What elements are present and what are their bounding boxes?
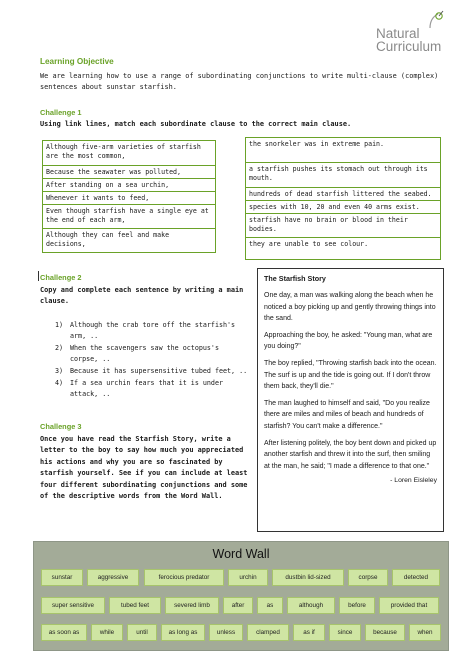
list-item-text: When the scavengers saw the octopus's corpse, .. (70, 344, 219, 364)
list-item-number: 3) (55, 367, 64, 375)
word-chip: although (287, 597, 335, 614)
word-chip: when (409, 624, 441, 641)
word-chip: tubed feet (109, 597, 161, 614)
word-chip: dustbin lid-sized (272, 569, 344, 586)
story-author: - Loren Eisleley (390, 477, 437, 485)
main-clause-4: species with 10, 20 and even 40 arms exist. (246, 200, 440, 213)
word-chip: unless (209, 624, 243, 641)
word-chip: as (257, 597, 283, 614)
word-chip: severed limb (165, 597, 219, 614)
learning-objective-title: Learning Objective (40, 57, 114, 66)
word-chip: ferocious predator (144, 569, 224, 586)
subordinate-clause-table (42, 140, 216, 253)
word-chip: until (127, 624, 157, 641)
logo-line-1: Natural (376, 26, 420, 41)
list-item-number: 4) (55, 378, 64, 387)
logo-line-2: Curriculum (376, 39, 442, 54)
subordinate-clause-4: Whenever it wants to feed, (43, 191, 215, 204)
challenge-3-text: Once you have read the Starfish Story, write a letter to the boy to say how much you appreciated his actions and why you are so fascinated by starfish yourself. See if you can include at least four different subordinating conjunctions and some of the descriptive words from the Word Wall. (40, 435, 248, 501)
main-clause-6: they are unable to see colour. (246, 237, 440, 259)
subordinate-clause-5: Even though starfish have a single eye at the end of each arm, (43, 204, 215, 228)
story-paragraph: Approaching the boy, he asked: "Young man, what are you doing?" (264, 331, 433, 351)
story-paragraph: After listening politely, the boy bent down and picked up another starfish and threw it into the surf, then smiling at the man, he said; "I made a difference to that one." (264, 439, 437, 470)
word-wall (33, 541, 449, 651)
word-wall-title: Word Wall (212, 547, 270, 561)
word-chip: as long as (161, 624, 205, 641)
word-chip: as soon as (41, 624, 87, 641)
list-item (55, 366, 250, 377)
list-item-text: Although the crab tore off the starfish's arm, .. (70, 321, 236, 341)
starfish-story-box (257, 268, 444, 532)
word-chip: aggressive (87, 569, 139, 586)
story-title: The Starfish Story (264, 274, 326, 283)
story-paragraph: The boy replied, "Throwing starfish back into the ocean. The surf is up and the tide is going out. If I don't throw them back, they'll die." (264, 359, 437, 391)
word-chip: after (223, 597, 253, 614)
word-chip: while (91, 624, 123, 641)
word-chip: clamped (247, 624, 289, 641)
learning-objective-text: We are learning how to use a range of subordinating conjunctions to write multi-clause (complex) sentences about sunstar starfish. (40, 72, 439, 91)
list-item-text: If a sea urchin fears that it is under attack, .. (70, 378, 223, 398)
main-clause-table (245, 137, 441, 260)
list-item (55, 378, 250, 400)
story-paragraph: The man laughed to himself and said, "Do you realize there are miles and miles of beach and hundreds of starfish? You can't make a difference." (264, 399, 430, 430)
main-clause-3: hundreds of dead starfish littered the seabed. (246, 187, 440, 200)
word-chip: urchin (228, 569, 268, 586)
challenge-3-title: Challenge 3 (40, 422, 82, 431)
main-clause-2: a starfish pushes its stomach out through its mouth. (246, 162, 440, 187)
main-clause-1: the snorkeler was in extreme pain. (249, 140, 384, 148)
list-item-text: Because it has supersensitive tubed feet, .. (70, 367, 248, 375)
word-chip: before (339, 597, 375, 614)
challenge-1-instruction: Using link lines, match each subordinate clause to the correct main clause. (40, 120, 352, 128)
challenge-2-list (55, 320, 250, 401)
subordinate-clause-1: Although five-arm varieties of starfish are the most common, (46, 143, 201, 161)
challenge-1-title: Challenge 1 (40, 108, 82, 117)
main-clause-5: starfish have no brain or blood in their bodies. (246, 213, 440, 237)
list-item (55, 320, 250, 342)
word-chip: sunstar (41, 569, 83, 586)
subordinate-clause-6: Although they can feel and make decisions, (43, 228, 215, 252)
list-item-number: 1) (55, 321, 64, 329)
story-paragraph: One day, a man was walking along the beach when he noticed a boy picking up and gently throwing things into the sand. (264, 292, 436, 323)
word-chip: corpse (348, 569, 388, 586)
text-cursor (38, 271, 39, 281)
word-chip: super sensitive (41, 597, 105, 614)
challenge-2-title: Challenge 2 (40, 273, 82, 282)
word-chip: since (329, 624, 361, 641)
logo-text (376, 27, 441, 53)
word-chip: provided that (379, 597, 439, 614)
subordinate-clause-2: Because the seawater was polluted, (43, 165, 215, 178)
word-chip: as if (293, 624, 325, 641)
challenge-2-instruction: Copy and complete each sentence by writing a main clause. (40, 286, 244, 305)
word-chip: detected (392, 569, 440, 586)
word-chip: because (365, 624, 405, 641)
subordinate-clause-3: After standing on a sea urchin, (43, 178, 215, 191)
list-item (55, 343, 250, 365)
list-item-number: 2) (55, 344, 64, 352)
